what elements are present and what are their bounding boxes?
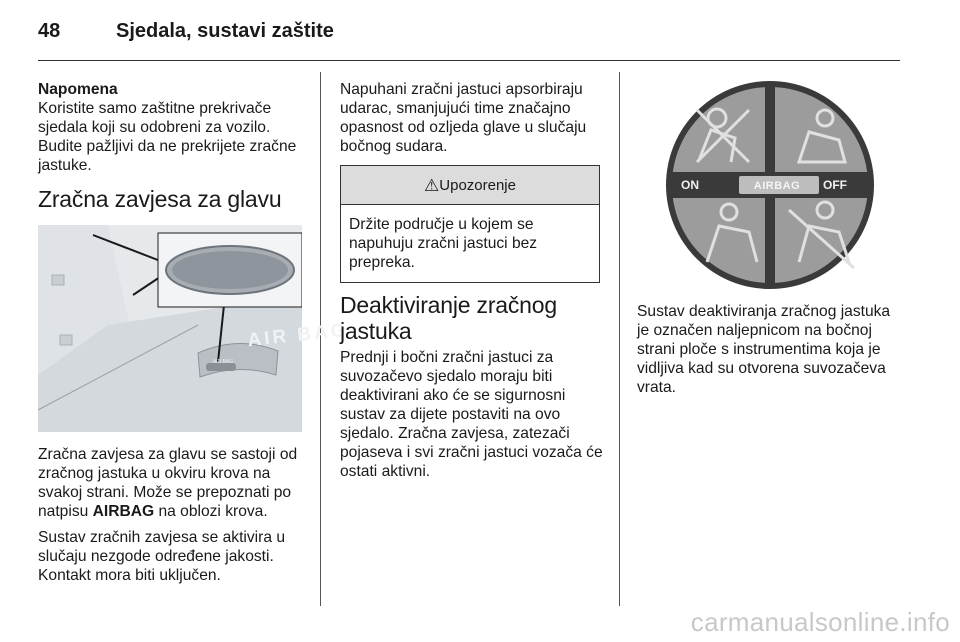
label-airbag: AIRBAG	[753, 180, 801, 192]
para1-text-before: Zračna zavjesa za glavu se sastoji od zračnog jastuka u okviru krova na svakoj strani. Može se prepoznati po natpisu	[38, 446, 298, 520]
column-1	[38, 80, 350, 585]
figure-airbag-deactivation-label	[639, 80, 901, 335]
paragraph-activation: Sustav zračnih zavjesa se aktivira u slučaju nezgode određene jakosti. Kontakt mora biti uključen.	[38, 529, 286, 584]
warning-box	[340, 165, 600, 283]
note-text: Koristite samo zaštitne prekrivače sjedala koji su odobreni za vozilo. Budite pažljivi da ne prekrijete zračne jastuke.	[38, 100, 297, 174]
paragraph-deactivation-label: Sustav deaktiviranja zračnog jastuka je označen naljepnicom na bočnoj strani ploče s instrumentima koja je vidljiva kad su otvorena suvozačeva vrata.	[637, 303, 891, 396]
header-rule	[38, 60, 900, 61]
label-off: OFF	[823, 178, 847, 192]
column-divider-2	[619, 72, 620, 606]
warning-title: Upozorenje	[439, 176, 516, 194]
column-3	[637, 80, 903, 397]
warning-body: Držite područje u kojem se napuhuju zračni jastuci bez prepreka.	[349, 216, 538, 271]
figure-label-airbag: AIR BAG	[246, 319, 350, 352]
paragraph-head-curtain-description	[38, 445, 306, 521]
section-heading-head-curtain: Zračna zavjesa za glavu	[38, 186, 282, 212]
column-2	[340, 80, 605, 481]
page-header-title: Sjedala, sustavi zaštite	[116, 20, 334, 42]
watermark: carmanualsonline.info	[690, 607, 950, 637]
label-on: ON	[681, 178, 699, 192]
section-heading-deactivation: Deaktiviranje zračnog jastuka	[340, 292, 557, 344]
warning-icon: ⚠	[424, 175, 440, 195]
para1-bold-airbag: AIRBAG	[92, 503, 155, 520]
warning-header	[341, 166, 599, 205]
para1-text-after: na oblozi krova.	[154, 503, 268, 520]
figure-small-label-airbag: AIR BAG	[212, 359, 234, 365]
note-title: Napomena	[38, 81, 118, 98]
page-number: 48	[38, 20, 61, 42]
paragraph-intro: Napuhani zračni jastuci apsorbiraju udarac, smanjujući time značajno opasnost od ozljeda glave u slučaju bočnog sudara.	[340, 81, 587, 155]
paragraph-deactivation: Prednji i bočni zračni jastuci za suvozačevo sjedalo moraju biti deaktivirani ako će se sigurnosni sustav za dijete postaviti na ovo sjedalo. Zračna zavjesa, zatezači pojaseva i svi zračni jastuci vozača će ostati aktivni.	[340, 349, 603, 480]
